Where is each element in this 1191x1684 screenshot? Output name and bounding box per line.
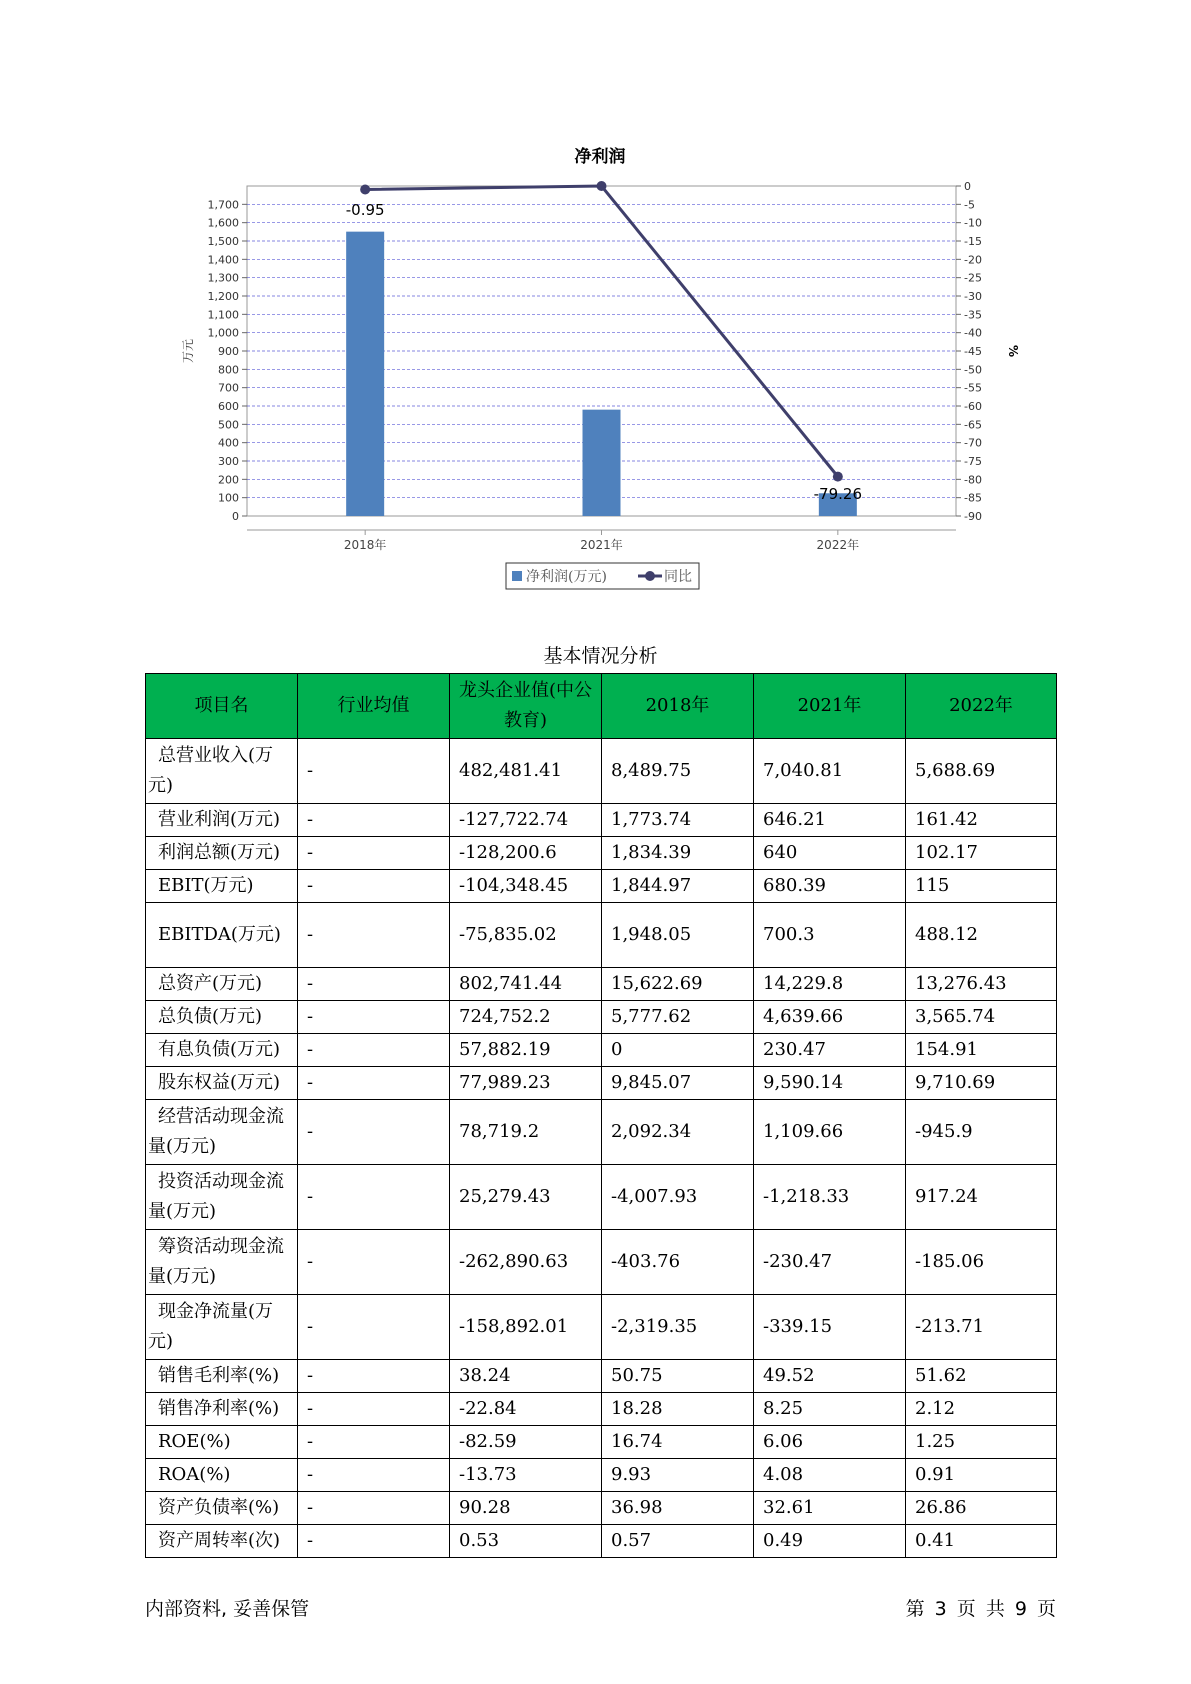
table-cell: -128,200.6: [450, 837, 602, 870]
row-label-cell: 投资活动现金流量(万元): [146, 1165, 298, 1230]
table-cell: 26.86: [906, 1492, 1057, 1525]
row-label-cell: 销售毛利率(%): [146, 1360, 298, 1393]
table-cell: -: [298, 1165, 450, 1230]
table-cell: 2,092.34: [602, 1100, 754, 1165]
table-cell: 1,844.97: [602, 870, 754, 903]
left-axis-tick-label: 100: [218, 491, 239, 505]
table-row: [146, 739, 1057, 804]
table-cell: 1,834.39: [602, 837, 754, 870]
legend-bar-label: 净利润(万元): [526, 569, 607, 585]
right-axis-tick-label: -50: [964, 363, 982, 377]
table-cell: -4,007.93: [602, 1165, 754, 1230]
table-cell: -82.59: [450, 1426, 602, 1459]
table-cell: -: [298, 1034, 450, 1067]
table-cell: 115: [906, 870, 1057, 903]
net-profit-chart: [0, 0, 1191, 610]
table-cell: -: [298, 1001, 450, 1034]
table-cell: 0.91: [906, 1459, 1057, 1492]
footer-confidential-note: 内部资料, 妥善保管: [145, 1598, 310, 1620]
table-cell: 0.57: [602, 1525, 754, 1558]
table-cell: 51.62: [906, 1360, 1057, 1393]
table-cell: 102.17: [906, 837, 1057, 870]
table-cell: 802,741.44: [450, 968, 602, 1001]
table-cell: -: [298, 1100, 450, 1165]
left-axis-tick-label: 800: [218, 363, 239, 377]
table-cell: -2,319.35: [602, 1295, 754, 1360]
table-cell: 0: [602, 1034, 754, 1067]
table-cell: -104,348.45: [450, 870, 602, 903]
left-axis-tick-label: 1,100: [207, 308, 239, 322]
table-cell: -: [298, 903, 450, 968]
left-axis-tick-label: 300: [218, 455, 239, 468]
right-axis-tick-label: -10: [964, 216, 982, 230]
table-cell: 49.52: [754, 1360, 906, 1393]
table-row: [146, 1393, 1057, 1426]
table-cell: 154.91: [906, 1034, 1057, 1067]
right-axis-tick-label: -40: [964, 326, 982, 340]
table-cell: -: [298, 1067, 450, 1100]
table-cell: 90.28: [450, 1492, 602, 1525]
table-cell: 25,279.43: [450, 1165, 602, 1230]
left-axis-tick-label: 1,600: [207, 216, 239, 230]
table-row: [146, 1001, 1057, 1034]
table-cell: 32.61: [754, 1492, 906, 1525]
row-label-cell: 销售净利率(%): [146, 1393, 298, 1426]
table-cell: 1,948.05: [602, 903, 754, 968]
table-cell: -: [298, 837, 450, 870]
table-cell: -: [298, 1393, 450, 1426]
table-cell: 38.24: [450, 1360, 602, 1393]
row-label-cell: 总营业收入(万元): [146, 739, 298, 804]
table-cell: 917.24: [906, 1165, 1057, 1230]
row-label-cell: 利润总额(万元): [146, 837, 298, 870]
table-cell: -: [298, 870, 450, 903]
right-axis-tick-label: -55: [964, 381, 982, 395]
table-cell: 488.12: [906, 903, 1057, 968]
right-axis-tick-label: -30: [964, 290, 982, 303]
table-cell: -185.06: [906, 1230, 1057, 1295]
table-cell: -339.15: [754, 1295, 906, 1360]
table-cell: 161.42: [906, 804, 1057, 837]
right-axis-tick-label: 0: [964, 180, 971, 193]
table-cell: -127,722.74: [450, 804, 602, 837]
right-axis-tick-label: -45: [964, 345, 982, 358]
left-axis-tick-label: 900: [218, 345, 239, 358]
table-row: [146, 968, 1057, 1001]
table-cell: -: [298, 1525, 450, 1558]
row-label-cell: 总负债(万元): [146, 1001, 298, 1034]
table-row: [146, 804, 1057, 837]
table-cell: 0.53: [450, 1525, 602, 1558]
table-cell: 6.06: [754, 1426, 906, 1459]
column-header: 龙头企业值(中公教育): [450, 674, 602, 739]
right-axis-tick-label: -20: [964, 253, 982, 267]
table-cell: 0.49: [754, 1525, 906, 1558]
data-label: -79.26: [813, 485, 863, 503]
table-cell: -262,890.63: [450, 1230, 602, 1295]
left-axis-tick-label: 400: [218, 436, 239, 450]
x-axis-tick-label: 2021年: [580, 538, 623, 552]
legend-line-label: 同比: [664, 569, 692, 585]
table-cell: 4,639.66: [754, 1001, 906, 1034]
legend-bar-swatch: [512, 571, 522, 581]
table-cell: 230.47: [754, 1034, 906, 1067]
row-label-cell: EBITDA(万元): [146, 903, 298, 968]
table-cell: -: [298, 1360, 450, 1393]
column-header: 2018年: [602, 674, 754, 739]
table-cell: 36.98: [602, 1492, 754, 1525]
row-label-cell: 资产周转率(次): [146, 1525, 298, 1558]
table-cell: 7,040.81: [754, 739, 906, 804]
table-cell: 5,688.69: [906, 739, 1057, 804]
table-cell: 8.25: [754, 1393, 906, 1426]
right-axis-tick-label: -15: [964, 235, 982, 248]
row-label-cell: 总资产(万元): [146, 968, 298, 1001]
basic-analysis-table: [145, 673, 1057, 1558]
table-cell: -75,835.02: [450, 903, 602, 968]
table-row: [146, 1100, 1057, 1165]
row-label-cell: EBIT(万元): [146, 870, 298, 903]
table-cell: 8,489.75: [602, 739, 754, 804]
table-cell: 18.28: [602, 1393, 754, 1426]
table-row: [146, 1459, 1057, 1492]
table-cell: 724,752.2: [450, 1001, 602, 1034]
yoy-point: [597, 181, 607, 191]
table-cell: -22.84: [450, 1393, 602, 1426]
table-header-row: [146, 674, 1057, 739]
column-header: 2021年: [754, 674, 906, 739]
left-axis-tick-label: 1,300: [207, 271, 239, 285]
right-axis-tick-label: -65: [964, 418, 982, 432]
left-axis-tick-label: 1,500: [207, 235, 239, 248]
right-axis-tick-label: -70: [964, 436, 982, 450]
table-cell: -230.47: [754, 1230, 906, 1295]
yoy-point: [360, 184, 370, 194]
right-axis-tick-label: -35: [964, 308, 982, 322]
table-cell: 9,590.14: [754, 1067, 906, 1100]
table-cell: 13,276.43: [906, 968, 1057, 1001]
table-cell: -945.9: [906, 1100, 1057, 1165]
left-axis-tick-label: 1,700: [207, 198, 239, 212]
right-axis-tick-label: -90: [964, 510, 982, 523]
table-cell: 57,882.19: [450, 1034, 602, 1067]
table-cell: 14,229.8: [754, 968, 906, 1001]
column-header: 2022年: [906, 674, 1057, 739]
table-cell: 0.41: [906, 1525, 1057, 1558]
left-axis-tick-label: 0: [232, 510, 239, 523]
left-axis-tick-label: 1,200: [207, 290, 239, 303]
yoy-point: [833, 472, 843, 482]
row-label-cell: 现金净流量(万元): [146, 1295, 298, 1360]
left-axis-label: 万元: [181, 338, 195, 364]
right-axis-tick-label: -80: [964, 473, 982, 487]
table-row: [146, 1165, 1057, 1230]
table-row: [146, 1295, 1057, 1360]
table-cell: 2.12: [906, 1393, 1057, 1426]
table-row: [146, 837, 1057, 870]
table-cell: 482,481.41: [450, 739, 602, 804]
right-axis-label: %: [1006, 344, 1020, 358]
row-label-cell: 股东权益(万元): [146, 1067, 298, 1100]
table-cell: 646.21: [754, 804, 906, 837]
footer-page-number: 第 3 页 共 9 页: [905, 1598, 1056, 1620]
right-axis-tick-label: -5: [964, 198, 975, 212]
left-axis-tick-label: 200: [218, 473, 239, 487]
right-axis-tick-label: -75: [964, 455, 982, 468]
table-cell: 640: [754, 837, 906, 870]
column-header: 项目名: [146, 674, 298, 739]
right-axis-tick-label: -60: [964, 400, 982, 413]
left-axis-tick-label: 700: [218, 381, 239, 395]
table-row: [146, 870, 1057, 903]
table-cell: 680.39: [754, 870, 906, 903]
table-cell: 1,109.66: [754, 1100, 906, 1165]
left-axis-tick-label: 500: [218, 418, 239, 432]
table-row: [146, 1426, 1057, 1459]
table-cell: 3,565.74: [906, 1001, 1057, 1034]
row-label-cell: 经营活动现金流量(万元): [146, 1100, 298, 1165]
table-cell: -: [298, 968, 450, 1001]
table-cell: -: [298, 1295, 450, 1360]
data-label: -0.95: [345, 201, 385, 219]
table-row: [146, 1360, 1057, 1393]
table-cell: -: [298, 1459, 450, 1492]
table-cell: 77,989.23: [450, 1067, 602, 1100]
table-cell: 1,773.74: [602, 804, 754, 837]
legend-line-marker: [645, 571, 655, 581]
table-cell: -: [298, 739, 450, 804]
table-cell: 9.93: [602, 1459, 754, 1492]
row-label-cell: ROA(%): [146, 1459, 298, 1492]
table-cell: 15,622.69: [602, 968, 754, 1001]
x-axis-tick-label: 2022年: [816, 538, 860, 552]
table-cell: 9,710.69: [906, 1067, 1057, 1100]
table-cell: 9,845.07: [602, 1067, 754, 1100]
row-label-cell: 筹资活动现金流量(万元): [146, 1230, 298, 1295]
table-cell: 4.08: [754, 1459, 906, 1492]
table-row: [146, 1034, 1057, 1067]
table-row: [146, 903, 1057, 968]
table-cell: -158,892.01: [450, 1295, 602, 1360]
table-row: [146, 1230, 1057, 1295]
table-cell: -: [298, 1492, 450, 1525]
left-axis-tick-label: 1,400: [207, 253, 239, 267]
row-label-cell: ROE(%): [146, 1426, 298, 1459]
table-cell: 1.25: [906, 1426, 1057, 1459]
row-label-cell: 营业利润(万元): [146, 804, 298, 837]
table-cell: 16.74: [602, 1426, 754, 1459]
chart-title: 净利润: [574, 147, 626, 167]
left-axis-tick-label: 1,000: [207, 326, 239, 340]
table-cell: 5,777.62: [602, 1001, 754, 1034]
table-cell: 78,719.2: [450, 1100, 602, 1165]
table-cell: -1,218.33: [754, 1165, 906, 1230]
bar: [583, 410, 621, 516]
x-axis-tick-label: 2018年: [343, 538, 387, 552]
right-axis-tick-label: -25: [964, 271, 982, 285]
table-cell: 700.3: [754, 903, 906, 968]
table-cell: -403.76: [602, 1230, 754, 1295]
row-label-cell: 有息负债(万元): [146, 1034, 298, 1067]
right-axis-tick-label: -85: [964, 491, 982, 505]
bar: [346, 232, 384, 516]
table-row: [146, 1492, 1057, 1525]
table-row: [146, 1067, 1057, 1100]
table-cell: -: [298, 1230, 450, 1295]
table-cell: -13.73: [450, 1459, 602, 1492]
table-cell: -213.71: [906, 1295, 1057, 1360]
table-caption: 基本情况分析: [543, 645, 658, 667]
column-header: 行业均值: [298, 674, 450, 739]
left-axis-tick-label: 600: [218, 400, 239, 413]
table-cell: -: [298, 804, 450, 837]
table-cell: -: [298, 1426, 450, 1459]
row-label-cell: 资产负债率(%): [146, 1492, 298, 1525]
table-cell: 50.75: [602, 1360, 754, 1393]
table-row: [146, 1525, 1057, 1558]
